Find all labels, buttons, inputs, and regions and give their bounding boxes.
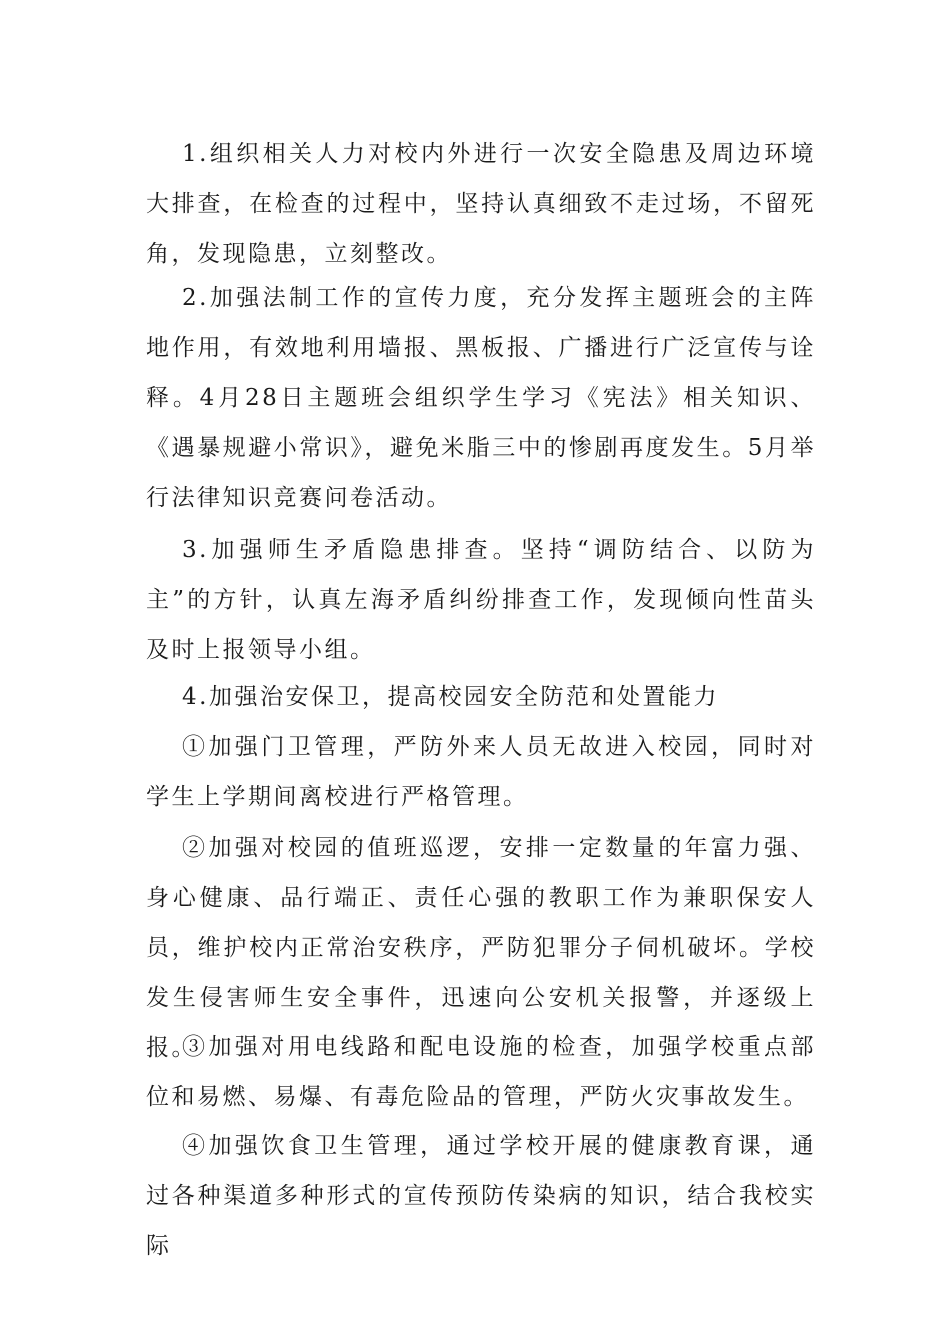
paragraph-item-1-gate: ①加强门卫管理，严防外来人员无故进入校园，同时对学生上学期间离校进行严格管理。 xyxy=(146,734,816,810)
paragraph-2-legal-publicity: 2.加强法制工作的宣传力度，充分发挥主题班会的主阵地作用，有效地利用墙报、黑板报、广播进行广泛宣传与诠释。4月28日主题班会组织学生学习《宪法》相关知识、《遇暴规避小常识》，避免米脂三中的惨剧再度发生。5月举行法律知识竞赛问卷活动。 xyxy=(146,285,816,511)
paragraph-3-conflict-check: 3.加强师生矛盾隐患排查。坚持“调防结合、以防为主”的方针，认真左海矛盾纠纷排查工作，发现倾向性苗头及时上报领导小组。 xyxy=(146,537,816,663)
paragraph-4-security-heading: 4.加强治安保卫，提高校园安全防范和处置能力 xyxy=(182,684,719,710)
paragraph-1-site-inspection: 1.组织相关人力对校内外进行一次安全隐患及周边环境大排查，在检查的过程中，坚持认真细致不走过场，不留死角，发现隐患，立刻整改。 xyxy=(146,141,816,267)
paragraph-item-4-food-hygiene: ④加强饮食卫生管理，通过学校开展的健康教育课，通过各种渠道多种形式的宣传预防传染病的知识，结合我校实际 xyxy=(146,1133,816,1259)
paragraph-item-2-patrol: ②加强对校园的值班巡逻，安排一定数量的年富力强、身心健康、品行端正、责任心强的教职工作为兼职保安人员，维护校内正常治安秩序，严防犯罪分子伺机破坏。学校发生侵害师生安全事件，迅速向公安机关报警，并逐级上报。 xyxy=(146,835,816,1061)
paragraph-item-3-electrical: ③加强对用电线路和配电设施的检查，加强学校重点部位和易燃、易爆、有毒危险品的管理，严防火灾事故发生。 xyxy=(146,1034,816,1110)
